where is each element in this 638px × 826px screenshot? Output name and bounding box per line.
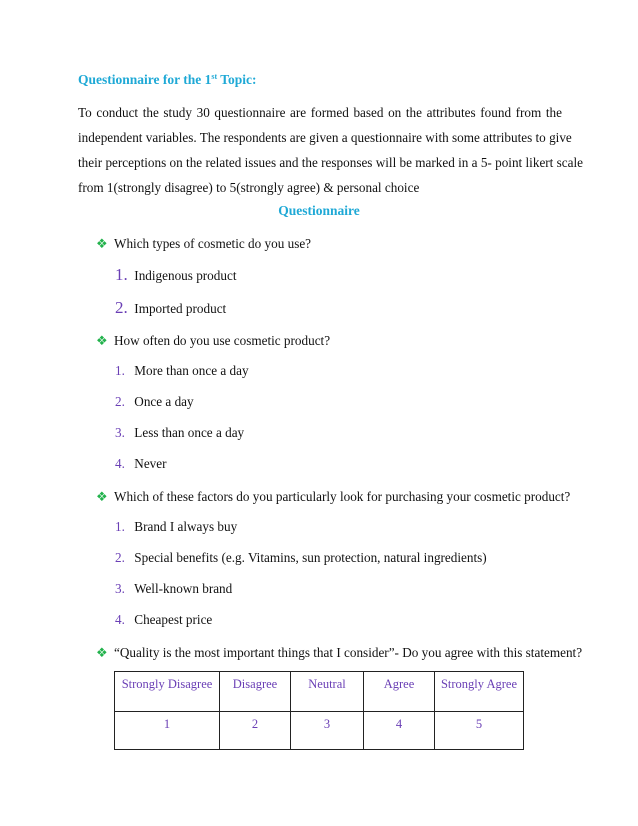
- question-3: [96, 489, 570, 505]
- option-number: 4.: [115, 456, 125, 471]
- table-header-cell: Strongly Disagree: [115, 672, 220, 712]
- table-row: [115, 712, 524, 750]
- option-item: [115, 581, 232, 597]
- likert-scale-table: [114, 671, 524, 750]
- option-number: 2.: [115, 298, 128, 317]
- intro-line: from 1(strongly disagree) to 5(strongly agree) & personal choice: [78, 180, 420, 195]
- question-4: [96, 645, 582, 661]
- option-label: Never: [134, 456, 167, 471]
- table-header-cell: Disagree: [220, 672, 291, 712]
- diamond-bullet-icon: ❖: [96, 645, 108, 660]
- option-number: 3.: [115, 425, 125, 440]
- section-title: Questionnaire: [278, 203, 360, 218]
- question-text: How often do you use cosmetic product?: [114, 333, 331, 348]
- option-number: 4.: [115, 612, 125, 627]
- option-number: 2.: [115, 394, 125, 409]
- option-label: Special benefits (e.g. Vitamins, sun protection, natural ingredients): [134, 550, 487, 565]
- option-item: [115, 612, 212, 628]
- table-cell: 4: [364, 712, 435, 750]
- question-text: Which of these factors do you particularly look for purchasing your cosmetic product?: [114, 489, 571, 504]
- heading-tail: Topic:: [217, 72, 257, 87]
- question-text: “Quality is the most important things that I consider”- Do you agree with this statement?: [114, 645, 583, 660]
- table-cell: 5: [435, 712, 524, 750]
- option-number: 2.: [115, 550, 125, 565]
- diamond-bullet-icon: ❖: [96, 489, 108, 504]
- topic-heading: [78, 72, 257, 88]
- table-header-cell: Agree: [364, 672, 435, 712]
- question-text: Which types of cosmetic do you use?: [114, 236, 312, 251]
- option-label: Cheapest price: [134, 612, 213, 627]
- question-2: [96, 333, 330, 349]
- option-item: [115, 394, 194, 410]
- option-item: [115, 425, 244, 441]
- diamond-bullet-icon: ❖: [96, 236, 108, 251]
- option-label: Well-known brand: [134, 581, 233, 596]
- option-label: Indigenous product: [134, 268, 237, 283]
- intro-paragraph: [78, 100, 584, 200]
- option-item: [115, 456, 167, 472]
- option-label: Imported product: [134, 301, 227, 316]
- diamond-bullet-icon: ❖: [96, 333, 108, 348]
- option-item: [115, 519, 237, 535]
- option-label: Less than once a day: [134, 425, 245, 440]
- table-cell: 1: [115, 712, 220, 750]
- option-item: [115, 265, 236, 285]
- table-header-cell: Neutral: [291, 672, 364, 712]
- option-label: Once a day: [134, 394, 194, 409]
- table-header-row: [115, 672, 524, 712]
- intro-line: independent variables. The respondents are given a questionnaire with some attributes to give: [78, 130, 572, 145]
- heading-superscript: st: [211, 72, 218, 81]
- option-number: 1.: [115, 363, 125, 378]
- option-item: [115, 298, 226, 318]
- option-item: [115, 363, 249, 379]
- option-number: 1.: [115, 519, 125, 534]
- heading-text: Questionnaire for the 1: [78, 72, 212, 87]
- option-label: Brand I always buy: [134, 519, 238, 534]
- intro-line: To conduct the study 30 questionnaire are formed based on the attributes found from the: [78, 105, 562, 120]
- option-item: [115, 550, 487, 566]
- question-1: [96, 236, 311, 252]
- intro-line: their perceptions on the related issues and the responses will be marked in a 5- point likert scale: [78, 155, 584, 170]
- table-cell: 2: [220, 712, 291, 750]
- option-number: 1.: [115, 265, 128, 284]
- table-cell: 3: [291, 712, 364, 750]
- option-label: More than once a day: [134, 363, 249, 378]
- table-header-cell: Strongly Agree: [435, 672, 524, 712]
- option-number: 3.: [115, 581, 125, 596]
